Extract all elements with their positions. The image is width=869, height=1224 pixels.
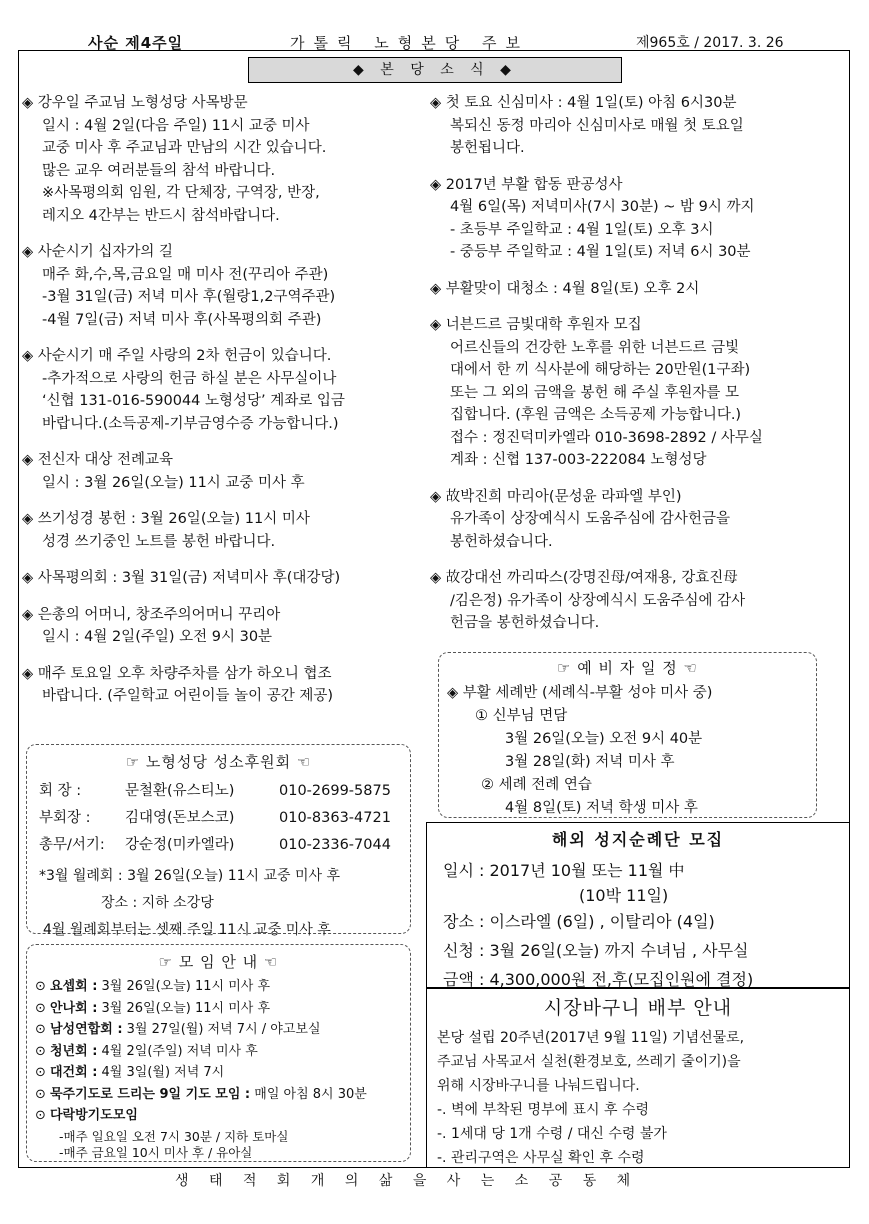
pilgrimage-title: 해외 성지순례단 모집 <box>551 830 725 849</box>
bullet-icon: ⊙ <box>35 1086 46 1102</box>
right-news-item <box>430 92 850 160</box>
news-item-heading: ◈ 쓰기성경 봉헌 : 3월 26일(오늘) 11시 미사 <box>22 511 310 527</box>
news-item-line: 봉헌됩니다. <box>450 140 525 156</box>
supporter-row <box>39 778 398 805</box>
meeting-item <box>35 1000 402 1019</box>
schedule-rehearsal: ② 세례 전례 연습 <box>481 777 592 793</box>
footer-motto: 생 태 적 회 개 의 삶 을 사 는 소 공 동 체 <box>175 1173 639 1189</box>
basket-line4: -. 벽에 부착된 명부에 표시 후 수령 <box>437 1102 650 1118</box>
news-item-line: - 중등부 주일학교 : 4월 1일(토) 저녁 6시 30분 <box>450 244 751 260</box>
pilgrimage-duration: (10박 11일) <box>579 886 669 905</box>
news-item-line: ‘신협 131-016-590044 노형성당’ 계좌로 입금 <box>42 393 345 409</box>
supporter-row <box>39 805 398 832</box>
meeting-name: 남성연합회 : <box>50 1022 123 1037</box>
meeting-sub-sunday: -매주 일요일 오전 7시 30분 / 지하 토마실 <box>59 1128 289 1144</box>
supporter-role: 회 장 : <box>39 783 82 799</box>
basket-line2: 주교님 사목교서 실천(환경보호, 쓰레기 줄이기)을 <box>437 1054 741 1070</box>
news-item-line: 일시 : 4월 2일(주일) 오전 9시 30분 <box>42 629 273 645</box>
news-item-heading: ◈ 매주 토요일 오후 차량주차를 삼가 하오니 협조 <box>22 665 332 682</box>
supporter-phone: 010-2336-7044 <box>279 837 391 853</box>
news-item-heading: ◈ 은총의 어머니, 창조주의어머니 꾸리아 <box>22 606 281 623</box>
pilgrimage-box <box>426 822 850 988</box>
schedule-rehearsal-date: 4월 8일(토) 저녁 학생 미사 후 <box>505 800 698 816</box>
catechumen-schedule-box <box>438 652 817 818</box>
news-item-line: 교중 미사 후 주교님과 만남의 시간 있습니다. <box>42 140 327 156</box>
meeting-name: 청년회 : <box>50 1043 98 1059</box>
pilgrimage-place: 장소 : 이스라엘 (6일) , 이탈리아 (4일) <box>443 912 715 931</box>
news-item-line: 매주 화,수,목,금요일 매 미사 전(꾸리아 주관) <box>42 266 329 283</box>
meeting-detail: 4월 3일(월) 저녁 7시 <box>97 1065 225 1080</box>
news-item-line: 4월 6일(목) 저녁미사(7시 30분) ~ 밤 9시 까지 <box>450 199 755 215</box>
supporter-phone: 010-8363-4721 <box>279 810 391 826</box>
meeting-name: 안나회 : <box>50 1000 98 1016</box>
news-item-line: 봉헌하셨습니다. <box>450 533 553 550</box>
news-item-line: 일시 : 4월 2일(다음 주일) 11시 교중 미사 <box>42 117 310 134</box>
news-item-heading: ◈ 첫 토요 신심미사 : 4월 1일(토) 아침 6시30분 <box>430 95 737 111</box>
right-news-column <box>430 92 850 649</box>
meeting-item <box>35 978 402 997</box>
meeting-item <box>35 1064 402 1083</box>
basket-line1: 본당 설립 20주년(2017년 9월 11일) 기념선물로, <box>437 1030 745 1046</box>
bullet-icon: ⊙ <box>35 1000 46 1016</box>
left-news-item <box>22 604 417 649</box>
news-item-line: 헌금을 봉헌하셨습니다. <box>450 615 600 631</box>
news-item-line: /김은정) 유가족이 상장예식시 도움주심에 감사 <box>450 592 746 609</box>
meeting-name: 대건회 : <box>50 1065 98 1080</box>
meeting-item <box>35 1021 402 1040</box>
shopping-basket-box <box>426 988 850 1168</box>
meeting-detail: 3월 26일(오늘) 11시 미사 후 <box>97 979 271 994</box>
meeting-detail: 3월 27일(월) 저녁 7시 / 야고보실 <box>122 1022 321 1037</box>
news-item-heading: ◈ 사목평의회 : 3월 31일(금) 저녁미사 후(대강당) <box>22 570 341 586</box>
right-news-item <box>430 174 850 264</box>
schedule-baptism-class: ◈ 부활 세례반 (세례식-부활 성야 미사 중) <box>447 685 713 701</box>
supporter-name: 김대영(돈보스코) <box>125 810 235 826</box>
news-item-heading: ◈ 강우일 주교님 노형성당 사목방문 <box>22 95 248 111</box>
basket-line6: -. 관리구역은 사무실 확인 후 수령 <box>437 1150 645 1166</box>
bulletin-title: 가톨릭 노형본당 주보 <box>290 34 529 52</box>
meeting-detail: 매일 아침 8시 30분 <box>250 1086 367 1102</box>
news-item-heading: ◈ 故박진희 마리아(문성윤 라파엘 부인) <box>430 488 682 505</box>
news-item-line: 일시 : 3월 26일(오늘) 11시 교중 미사 후 <box>42 474 305 491</box>
news-item-line: 바랍니다.(소득공제-기부금영수증 가능합니다.) <box>42 415 339 432</box>
pilgrimage-cost: 금액 : 4,300,000원 전,후(모집인원에 결정) <box>443 970 754 989</box>
news-item-line: 복되신 동정 마리아 신심미사로 매월 첫 토요일 <box>450 117 744 134</box>
supporters-title: ☞ 노형성당 성소후원회 ☜ <box>125 753 312 771</box>
bullet-icon: ⊙ <box>35 1043 46 1059</box>
meetings-title: ☞ 모 임 안 내 ☜ <box>158 953 279 971</box>
basket-line3: 위해 시장바구니를 나눠드립니다. <box>437 1078 640 1094</box>
meetings-box <box>26 944 411 1162</box>
left-news-item <box>22 241 417 331</box>
news-item-heading: ◈ 전신자 대상 전례교육 <box>22 452 174 468</box>
supporter-role: 총무/서기: <box>39 837 105 853</box>
news-item-line: - 초등부 주일학교 : 4월 1일(토) 오후 3시 <box>450 221 714 238</box>
basket-line5: -. 1세대 당 1개 수령 / 대신 수령 불가 <box>437 1126 667 1142</box>
news-item-line: 많은 교우 여러분들의 참석 바랍니다. <box>42 162 276 179</box>
news-item-heading: ◈ 너븐드르 금빛대학 후원자 모집 <box>430 317 642 333</box>
news-item-line: -추가적으로 사랑의 헌금 하실 분은 사무실이나 <box>42 370 337 387</box>
right-news-item <box>430 278 850 301</box>
vocation-supporters-box <box>26 744 411 938</box>
meeting-name: 다락방기도모임 <box>50 1108 138 1123</box>
schedule-interview: ① 신부님 면담 <box>475 708 568 724</box>
news-item-line: 성경 쓰기중인 노트를 봉헌 바랍니다. <box>42 533 276 550</box>
left-news-item <box>22 663 417 708</box>
bullet-icon: ⊙ <box>35 1065 46 1080</box>
bullet-icon: ⊙ <box>35 1108 46 1123</box>
bullet-icon: ⊙ <box>35 979 46 994</box>
supporter-phone: 010-2699-5875 <box>279 783 391 799</box>
news-item-line: 어르신들의 건강한 노후를 위한 너븐드르 금빛 <box>450 339 740 356</box>
right-news-item <box>430 567 850 635</box>
pilgrimage-date: 일시 : 2017년 10월 또는 11월 中 <box>443 861 685 880</box>
supporter-name: 강순정(미카엘라) <box>125 837 235 853</box>
left-news-item <box>22 92 417 227</box>
meeting-item <box>35 1043 402 1062</box>
supporter-name: 문철환(유스티노) <box>125 783 235 799</box>
schedule-title: ☞ 예 비 자 일 정 ☜ <box>557 659 698 677</box>
left-news-item <box>22 449 417 494</box>
supporters-next-meeting: 4월 월례회부터는 셋째 주일 11시 교중 미사 후 <box>43 922 331 938</box>
news-item-heading: ◈ 故강대선 까리따스(강명진母/여재용, 강효진母 <box>430 570 738 586</box>
news-item-line: 또는 그 외의 금액을 봉헌 해 주실 후원자를 모 <box>450 384 739 401</box>
meeting-item <box>35 1086 402 1105</box>
news-item-heading: ◈ 사순시기 매 주일 사랑의 2차 헌금이 있습니다. <box>22 348 332 364</box>
pilgrimage-apply: 신청 : 3월 26일(오늘) 까지 수녀님 , 사무실 <box>443 941 749 960</box>
parish-news-banner: ◆ 본 당 소 식 ◆ <box>248 57 622 83</box>
news-item-line: 바랍니다. (주일학교 어린이들 놀이 공간 제공) <box>42 688 334 704</box>
schedule-interview-date2: 3월 28일(화) 저녁 미사 후 <box>505 754 675 770</box>
right-news-item <box>430 486 850 554</box>
issue-number: 제965호 / 2017. 3. 26 <box>636 35 784 51</box>
news-item-heading: ◈ 부활맞이 대청소 : 4월 8일(토) 오후 2시 <box>430 280 700 297</box>
left-news-column <box>22 92 417 722</box>
meeting-sub-friday: -매주 금요일 10시 미사 후 / 유아실 <box>59 1144 253 1160</box>
left-news-item <box>22 345 417 435</box>
left-news-item <box>22 567 417 590</box>
meeting-detail: 4월 2일(주일) 저녁 미사 후 <box>97 1043 258 1059</box>
supporter-row <box>39 832 398 859</box>
left-news-item <box>22 508 417 553</box>
news-item-line: 접수 : 정진덕미카엘라 010-3698-2892 / 사무실 <box>450 429 763 446</box>
news-item-line: 대에서 한 끼 식사분에 해당하는 20만원(1구좌) <box>450 362 751 378</box>
supporter-role: 부회장 : <box>39 810 91 826</box>
news-item-line: 유가족이 상장예식시 도움주심에 감사헌금을 <box>450 511 730 527</box>
news-item-line: 집합니다. (후원 금액은 소득공제 가능합니다.) <box>450 407 742 423</box>
meeting-name: 묵주기도로 드리는 9일 기도 모임 : <box>50 1086 251 1102</box>
news-item-heading: ◈ 2017년 부활 합동 판공성사 <box>430 176 623 193</box>
news-item-line: 레지오 4간부는 반드시 참석바랍니다. <box>42 207 280 224</box>
supporters-place: 장소 : 지하 소강당 <box>101 895 214 911</box>
news-item-line: -3월 31일(금) 저녁 미사 후(월랑1,2구역주관) <box>42 289 336 305</box>
bullet-icon: ⊙ <box>35 1022 46 1037</box>
week-label: 사순 제4주일 <box>88 34 184 52</box>
basket-title: 시장바구니 배부 안내 <box>543 997 733 1019</box>
news-item-heading: ◈ 사순시기 십자가의 길 <box>22 244 174 260</box>
news-item-line: 계좌 : 신협 137-003-222084 노형성당 <box>450 452 707 468</box>
meeting-item <box>35 1107 402 1126</box>
right-news-item <box>430 314 850 472</box>
meeting-detail: 3월 26일(오늘) 11시 미사 후 <box>97 1000 271 1016</box>
meeting-name: 요셉회 : <box>50 979 98 994</box>
news-item-line: -4월 7일(금) 저녁 미사 후(사목평의회 주관) <box>42 311 322 328</box>
news-item-line: ※사목평의회 임원, 각 단체장, 구역장, 반장, <box>42 185 320 201</box>
schedule-interview-date1: 3월 26일(오늘) 오전 9시 40분 <box>505 731 703 747</box>
supporters-note: *3월 월례회 : 3월 26일(오늘) 11시 교중 미사 후 <box>39 868 341 884</box>
